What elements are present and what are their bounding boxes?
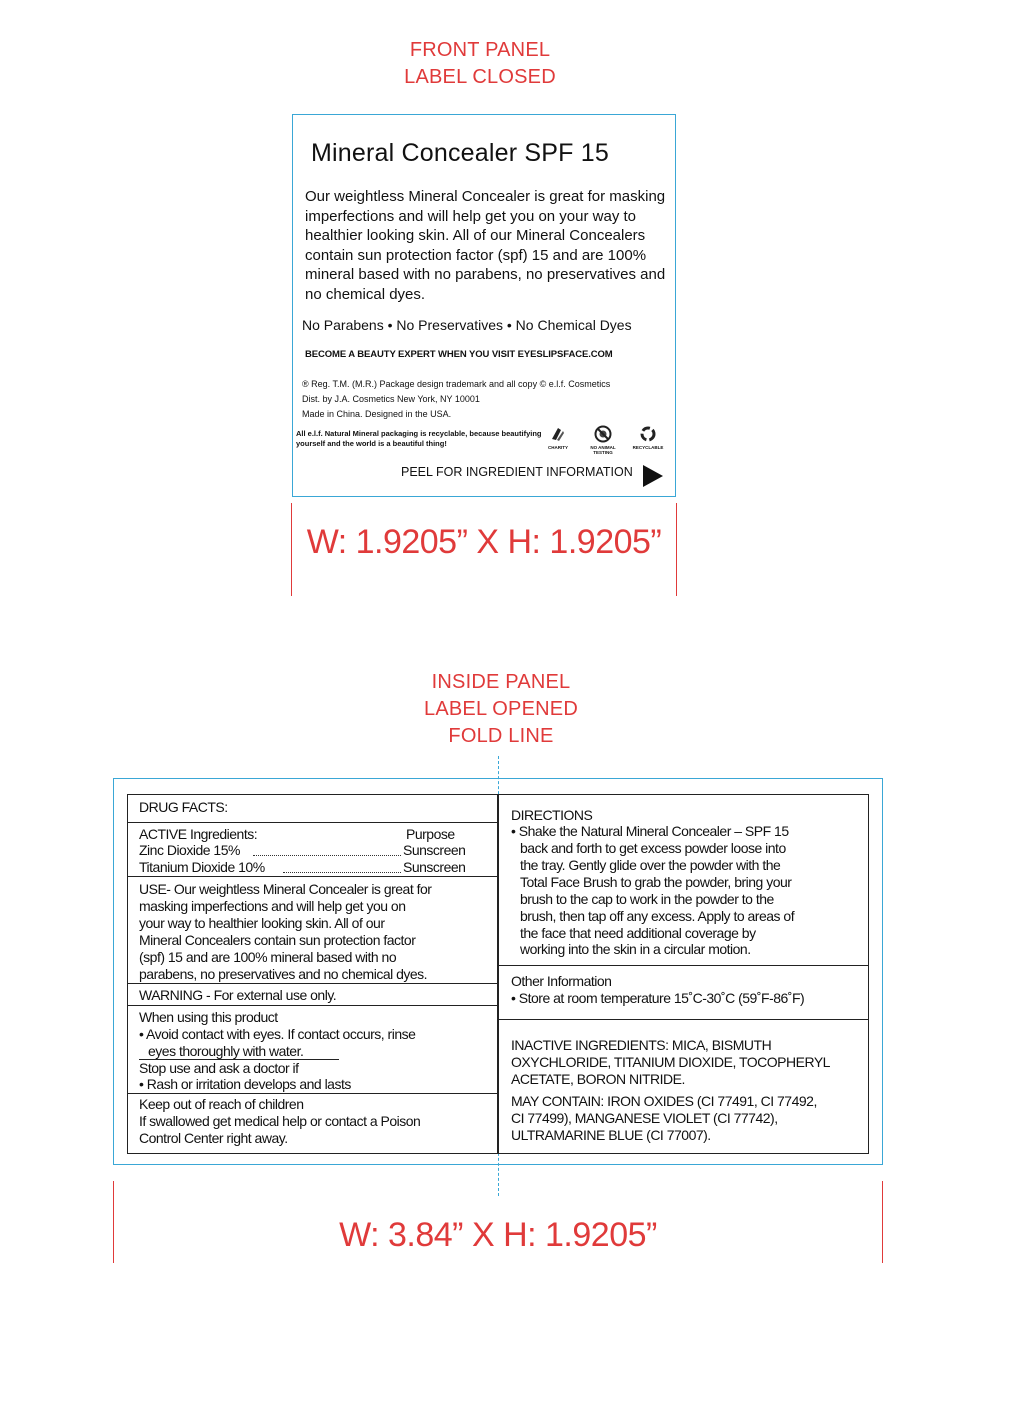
directions-line: brush to the cap to work in the powder to the [520, 891, 774, 907]
legal-line-1: ® Reg. T.M. (M.R.) Package design trademark and all copy © e.l.f. Cosmetics [302, 379, 611, 389]
inside-dimension-line-right [882, 1181, 883, 1263]
purpose-header: Purpose [406, 826, 455, 842]
charity-badge [536, 425, 580, 450]
directions-line: brush, then tap off any excess. Apply to areas of [520, 908, 795, 924]
front-dimensions: W: 1.9205” X H: 1.9205” [306, 523, 662, 561]
recyclable-label: RECYCLABLE [632, 445, 664, 450]
divider [127, 1005, 498, 1006]
peel-instruction: PEEL FOR INGREDIENT INFORMATION [401, 465, 633, 479]
directions-line: Total Face Brush to grab the powder, bring your [520, 874, 792, 890]
when-using-header: When using this product [139, 1009, 278, 1025]
directions-line: working into the skin in a circular motion. [520, 941, 751, 957]
legal-line-2: Dist. by J.A. Cosmetics New York, NY 10001 [302, 394, 480, 404]
front-panel-heading [380, 37, 580, 91]
inside-dimensions: W: 3.84” X H: 1.9205” [339, 1216, 657, 1254]
divider [498, 1019, 869, 1020]
active-ingredient-name: Titanium Dioxide 10% [139, 859, 265, 875]
inside-panel-heading-line2: LABEL OPENED [424, 698, 578, 720]
directions-line: the tray. Gently glide over the powder with the [520, 857, 781, 873]
directions-line: the face that need additional coverage by [520, 925, 756, 941]
front-dimension-line-right [676, 503, 677, 596]
inside-panel-heading-line3: FOLD LINE [448, 725, 554, 747]
directions-line: back and forth to get excess powder loose into [520, 840, 786, 856]
other-information-header: Other Information [511, 973, 612, 989]
active-ingredient-purpose: Sunscreen [403, 842, 466, 858]
use-line: (spf) 15 and are 100% mineral based with no [139, 949, 397, 965]
no-animal-testing-badge [581, 425, 625, 455]
use-line: USE- Our weightless Mineral Concealer is great for [139, 881, 432, 897]
divider [127, 822, 498, 823]
leader-dots [253, 855, 401, 856]
leader-dots [283, 872, 401, 873]
legal-text [302, 377, 672, 422]
inactive-ingredients-line: ACETATE, BORON NITRIDE. [511, 1071, 685, 1087]
directions-header: DIRECTIONS [511, 807, 593, 823]
inactive-ingredients-line: OXYCHLORIDE, TITANIUM DIOXIDE, TOCOPHERYL [511, 1054, 830, 1070]
active-ingredient-purpose: Sunscreen [403, 859, 466, 875]
use-line: Mineral Concealers contain sun protection factor [139, 932, 416, 948]
recycle-statement: All e.l.f. Natural Mineral packaging is recyclable, because beautifying yourself and the world is a beautiful thing! [296, 429, 542, 448]
product-title: Mineral Concealer SPF 15 [311, 139, 609, 167]
recyclable-badge [626, 425, 670, 450]
active-ingredient-name: Zinc Dioxide 15% [139, 842, 240, 858]
divider [127, 1093, 498, 1094]
recycle-icon [639, 425, 657, 443]
divider [127, 983, 498, 984]
divider [127, 876, 498, 877]
inactive-ingredients-line: INACTIVE INGREDIENTS: MICA, BISMUTH [511, 1037, 772, 1053]
front-label [292, 114, 676, 497]
directions-line: • Shake the Natural Mineral Concealer – SPF 15 [511, 823, 789, 839]
divider [498, 965, 869, 966]
warning-text: WARNING - For external use only. [139, 987, 337, 1003]
use-line: parabens, no preservatives and no chemical dyes. [139, 966, 428, 982]
legal-line-3: Made in China. Designed in the USA. [302, 409, 452, 419]
inside-panel-heading-line1: INSIDE PANEL [431, 671, 571, 693]
avoid-contact-line: eyes thoroughly with water. [148, 1043, 304, 1059]
may-contain-line: CI 77499), MANGANESE VIOLET (CI 77742), [511, 1110, 778, 1126]
may-contain-line: ULTRAMARINE BLUE (CI 77007). [511, 1127, 711, 1143]
inside-panel-heading [398, 669, 604, 750]
no-animal-testing-icon [594, 425, 612, 443]
swallowed-line: Control Center right away. [139, 1130, 288, 1146]
swallowed-line: If swallowed get medical help or contact a Poison [139, 1113, 421, 1129]
use-line: masking imperfections and will help get you on [139, 898, 406, 914]
product-claims: No Parabens • No Preservatives • No Chemical Dyes [302, 317, 632, 333]
active-ingredients-header: ACTIVE Ingredients: [139, 826, 258, 842]
charity-icon [549, 425, 567, 443]
rash-line: • Rash or irritation develops and lasts [139, 1076, 351, 1092]
peel-arrow-icon [643, 465, 663, 487]
may-contain-line: MAY CONTAIN: IRON OXIDES (CI 77491, CI 77492, [511, 1093, 817, 1109]
stop-use-header: Stop use and ask a doctor if [139, 1060, 299, 1076]
use-line: your way to healthier looking skin. All of our [139, 915, 385, 931]
avoid-contact-line: • Avoid contact with eyes. If contact occurs, rinse [139, 1026, 416, 1042]
front-panel-heading-line2: LABEL CLOSED [404, 66, 556, 88]
product-description: Our weightless Mineral Concealer is great for masking imperfections and will help get you on your way to healthier looking skin. All of our Mineral Concealers contain sun protection factor (spf) 15 and are 100% mineral based with no parabens, no preservatives and no chemical dyes. [305, 188, 666, 303]
promo-text: BECOME A BEAUTY EXPERT WHEN YOU VISIT EYESLIPSFACE.COM [305, 349, 613, 360]
storage-line: • Store at room temperature 15˚C-30˚C (59˚F-86˚F) [511, 990, 805, 1006]
no-animal-testing-label: NO ANIMAL TESTING [590, 445, 616, 455]
drug-facts-title: DRUG FACTS: [139, 799, 228, 815]
charity-label: CHARITY [548, 445, 568, 450]
front-panel-heading-line1: FRONT PANEL [409, 39, 551, 61]
keep-out-header: Keep out of reach of children [139, 1096, 304, 1112]
